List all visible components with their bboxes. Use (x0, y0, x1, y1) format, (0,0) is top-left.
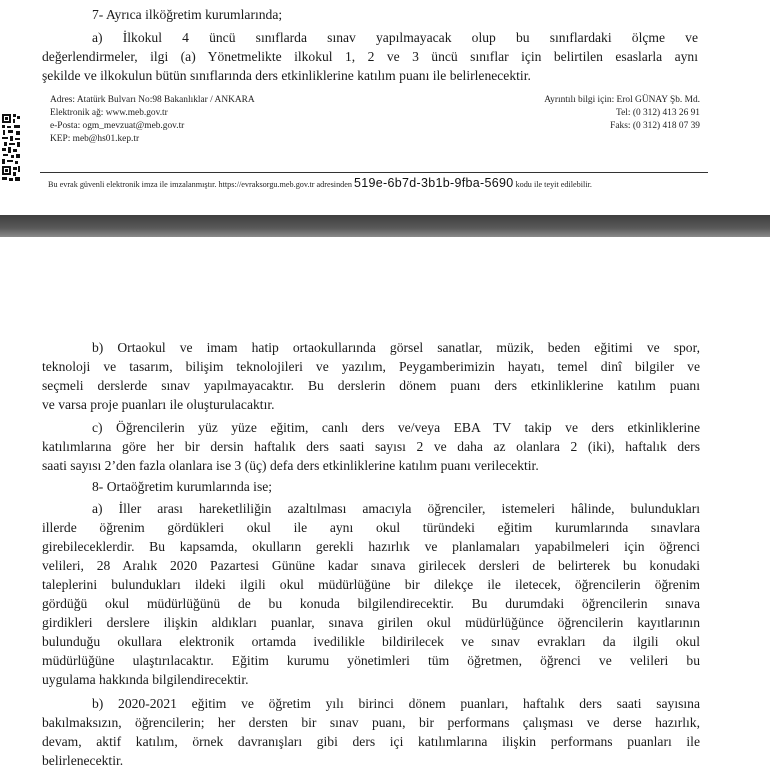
item-c-line: c) Öğrencilerin yüz yüze eğitim, canlı ders ve/veya EBA TV takip ve ders etkinliklerine (92, 420, 700, 435)
footer-email: e-Posta: ogm_mevzuat@meb.gov.tr (50, 121, 185, 131)
item8a-line: müdürlüğüne ulaştırılacaktır. Eğitim kurumu yönetimleri tüm öğretmen, öğrenci ve velileri bu (42, 653, 700, 668)
item8a-line: girdikleri derslere ilişkin aldıkları puanlar, sınava girilen okul müdürlüğünce öğrencilerin kayıtlarının (42, 615, 700, 630)
item-b-line: ve varsa proje puanları ile oluşturulacaktır. (42, 397, 275, 412)
item8a-line: a) İller arası hareketliliğin azaltılması amacıyla öğrenciler, istemeleri hâlinde, bulundukları (92, 501, 700, 516)
item8a-line: taleplerini bulundukları ildeki ilgili okul müdürlüğüne bir dilekçe ile iletecek, öğrencilerin öğrenim (42, 577, 700, 592)
item8b-line: b) 2020-2021 eğitim ve öğretim yılı birinci dönem puanları, haftalık ders saati sayısına (92, 696, 700, 711)
item8b-line: devam, aktif katılım, örnek davranışları gibi ders içi katılımlarına ilişkin performans puanları ile (42, 734, 700, 749)
qr-code-icon (0, 112, 22, 184)
item8-heading: 8- Ortaöğretim kurumlarında ise; (92, 479, 273, 494)
item8a-line: girebileceklerdir. Bu kapsamda, okulların gerekli hazırlık ve planlamaları yapabilmeleri için öğrenci (42, 539, 700, 554)
item7a-line: a) İlkokul 4 üncü sınıflarda sınav yapılmayacak olup bu sınıflardaki ölçme ve (92, 30, 698, 45)
footer-contact: Ayrıntılı bilgi için: Erol GÜNAY Şb. Md. (544, 95, 700, 105)
item-b-line: teknoloji ve tasarım, bilişim teknolojileri ve yazılım, Peygamberimizin hayatı, temel dinî bilgiler ve (42, 359, 700, 374)
next-page (0, 237, 770, 768)
item7-heading: 7- Ayrıca ilköğretim kurumlarında; (92, 7, 283, 22)
item8a-line: illerde öğrenim gördükleri okul ile aynı okul türündeki eğitim kurumlarında sınavlara (42, 520, 700, 535)
page-divider (0, 215, 770, 237)
item-b-line: b) Ortaokul ve imam hatip ortaokullarında görsel sanatlar, müzik, beden eğitimi ve spor, (92, 340, 700, 355)
item8a-line: uygulama hakkında bilgilendirecektir. (42, 672, 249, 687)
e-signature-verification (48, 176, 592, 192)
item8a-line: gördüğü okul müdürlüğünü de bu konuda bilgilendirecektir. Bu durumdaki öğrencilerin sınava (42, 596, 700, 611)
footer-fax: Faks: (0 312) 418 07 39 (610, 121, 700, 131)
footer-kep: KEP: meb@hs01.kep.tr (50, 134, 140, 144)
item8a-line: velileri, 28 Aralık 2020 Pazartesi Gününe kadar sınava girilecek dersleri de belirterek bu konudaki (42, 558, 700, 573)
item8b-line: bakılmaksızın, öğrencilerin; her dersten bir sınav puanı, bir performans çalışması ve derse hazırlık, (42, 715, 700, 730)
footer-rule (40, 172, 708, 173)
item8b-line: belirlenecektir. (42, 753, 124, 768)
item7a-line: şekilde ve ilkokulun bütün sınıflarında ders etkinliklerine katılım puanı ile belirlenecektir. (42, 68, 531, 83)
item7a-line: değerlendirmeler, ilgi (a) Yönetmelikte ilkokul 1, 2 ve 3 üncü sınıflar için belirtilen esaslarla aynı (42, 49, 698, 64)
footer-web: Elektronik ağ: www.meb.gov.tr (50, 108, 168, 118)
footer-tel: Tel: (0 312) 413 26 91 (616, 108, 700, 118)
item-c-line: saati sayısı 2’den fazla olanlara ise 3 (üç) defa ders etkinliklerine katılım puanı verilecektir. (42, 458, 539, 473)
item-c-line: katılımlarına göre her bir dersin haftalık ders saati sayısı 2 ve daha az olanlara 2 (iki), haftalık ders (42, 439, 700, 454)
verify-prefix: Bu evrak güvenli elektronik imza ile imzalanmıştır. https://evraksorgu.meb.gov.tr adresinden (48, 180, 352, 189)
footer-address: Adres: Atatürk Bulvarı No:98 Bakanlıklar / ANKARA (50, 95, 255, 105)
verify-code: 519e-6b7d-3b1b-9fba-5690 (354, 176, 514, 190)
item-b-line: seçmeli derslerde sınav yapılmayacaktır. Bu derslerin dönem puanı ders etkinliklerine katılım puanı (42, 378, 700, 393)
verify-suffix: kodu ile teyit edilebilir. (515, 180, 592, 189)
previous-page (0, 0, 770, 215)
item8a-line: bulunduğu okullara elektronik ortamda ivedilikle bildirilecek ve sınav evrakları da ilgili okul (42, 634, 700, 649)
